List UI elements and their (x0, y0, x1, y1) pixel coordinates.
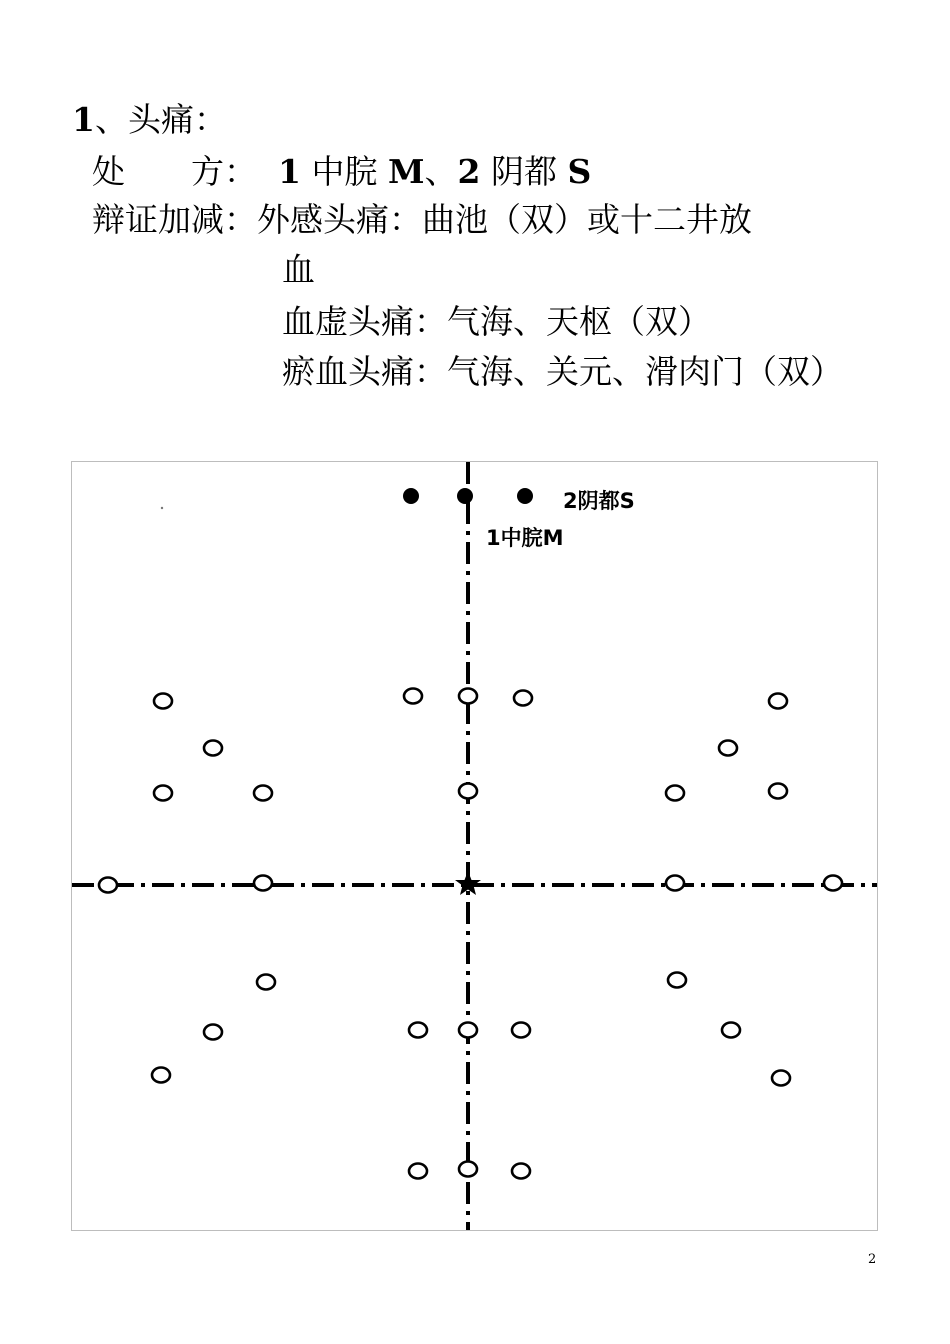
label-yindu: 2阴都S (563, 489, 635, 513)
open-point (254, 786, 272, 801)
open-point (824, 876, 842, 891)
open-points-group (99, 689, 842, 1179)
open-point (459, 784, 477, 799)
open-point (769, 784, 787, 799)
prescription-label: 处 方： (92, 152, 257, 191)
open-point (257, 975, 275, 990)
modification-line-1: 外感头痛：曲池（双）或十二井放 (257, 200, 752, 239)
open-point (404, 689, 422, 704)
open-point (514, 691, 532, 706)
open-point (769, 694, 787, 709)
open-point (204, 741, 222, 756)
label-zhongwan: 1中脘M (486, 526, 564, 550)
heading-number: 1 (72, 100, 95, 139)
selected-point (403, 488, 419, 504)
open-point (459, 689, 477, 704)
open-point (154, 786, 172, 801)
acupoint-diagram (71, 461, 878, 1231)
open-point (99, 878, 117, 893)
point-2-name: 阴都 (490, 152, 557, 191)
selected-point (457, 488, 473, 504)
open-point (722, 1023, 740, 1038)
open-point (154, 694, 172, 709)
point-separator: 、 (424, 152, 458, 191)
open-point (666, 876, 684, 891)
modification-row (92, 200, 752, 240)
speck-dot (161, 507, 163, 509)
point-1-number: 1 (278, 152, 301, 191)
prescription-row (92, 152, 591, 192)
diagram-canvas (72, 462, 878, 1231)
modification-line-4: 瘀血头痛：气海、关元、滑肉门（双） (282, 352, 843, 391)
open-point (719, 741, 737, 756)
point-1-name: 中脘 (311, 152, 378, 191)
heading-title: 、头痛： (94, 100, 227, 139)
section-heading (72, 100, 227, 140)
modification-line-3: 血虚头痛：气海、天枢（双） (282, 302, 711, 341)
open-point (668, 973, 686, 988)
open-point (772, 1071, 790, 1086)
open-point (409, 1164, 427, 1179)
point-2-tag: S (567, 152, 592, 191)
open-point (409, 1023, 427, 1038)
open-point (459, 1023, 477, 1038)
open-point (512, 1023, 530, 1038)
point-1-tag: M (387, 152, 425, 191)
open-point (254, 876, 272, 891)
point-2-number: 2 (457, 152, 481, 191)
modification-label: 辩证加减： (92, 200, 257, 239)
selected-points-group (403, 488, 533, 504)
modification-line-2: 血 (282, 250, 315, 289)
selected-point (517, 488, 533, 504)
page-number: 2 (868, 1252, 877, 1267)
open-point (204, 1025, 222, 1040)
open-point (152, 1068, 170, 1083)
open-point (459, 1162, 477, 1177)
open-point (512, 1164, 530, 1179)
open-point (666, 786, 684, 801)
